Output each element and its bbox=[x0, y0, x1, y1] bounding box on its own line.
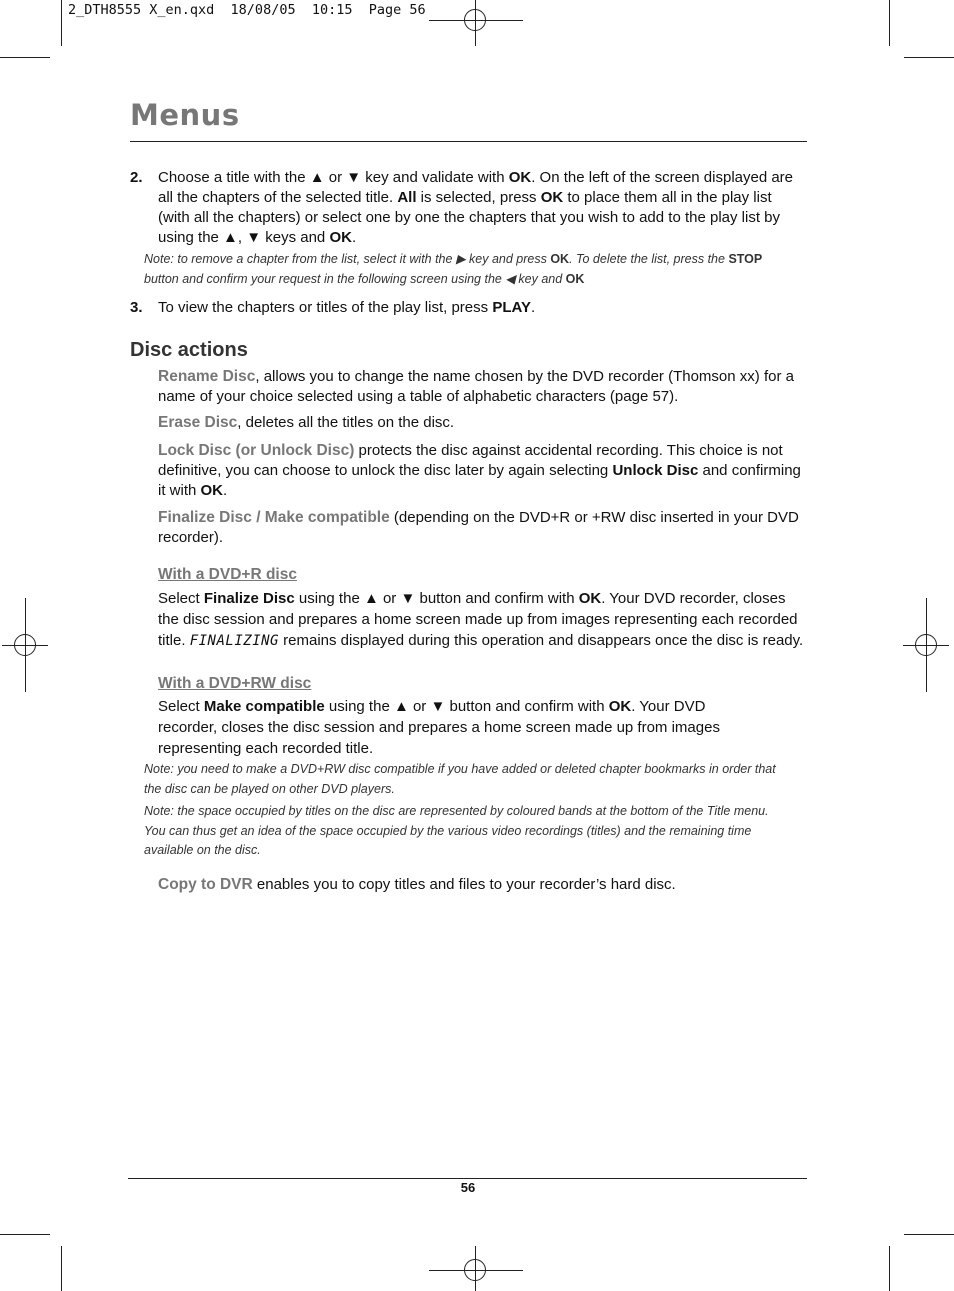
registration-target-icon bbox=[464, 9, 486, 31]
step-number: 3. bbox=[130, 299, 143, 316]
step-2-text: Choose a title with the ▲ or ▼ key and validate with OK. On the left of the screen displayed are all the chapters of the selected title. All is selected, press OK to place them all in the play list (with all the chapters) or select one by one the chapters that you wish to add to the play list by using the ▲, ▼ keys and OK. bbox=[158, 169, 794, 246]
page-title: Menus bbox=[130, 98, 240, 132]
registration-target-icon bbox=[915, 634, 937, 656]
finalize-disc-term: Finalize Disc / Make compatible bbox=[158, 509, 390, 526]
title-rule bbox=[130, 141, 807, 142]
crop-mark bbox=[61, 1246, 62, 1291]
note-make-compatible: Note: you need to make a DVD+RW disc compatible if you have added or deleted chapter bookmarks in order that the disc can be played on other DVD players. bbox=[144, 762, 776, 796]
erase-disc-item: Erase Disc, deletes all the titles on the disc. bbox=[158, 414, 455, 431]
registration-target-icon bbox=[14, 634, 36, 656]
crop-mark bbox=[889, 0, 890, 46]
crop-mark bbox=[889, 1246, 890, 1291]
crop-mark bbox=[904, 57, 954, 58]
lock-disc-term: Lock Disc (or Unlock Disc) bbox=[158, 442, 355, 459]
file-slug: 2_DTH8555 X_en.qxd 18/08/05 10:15 Page 56 bbox=[68, 2, 426, 18]
crop-mark bbox=[0, 1234, 50, 1235]
finalize-disc-item: Finalize Disc / Make compatible (depending on the DVD+R or +RW disc inserted in your DVD recorder). bbox=[158, 509, 799, 546]
rename-disc-item: Rename Disc, allows you to change the name chosen by the DVD recorder (Thomson xx) for a name of your choice selected using a table of alphabetic characters (page 57). bbox=[158, 368, 794, 405]
footer-rule bbox=[128, 1178, 807, 1179]
step-3-text: To view the chapters or titles of the play list, press PLAY. bbox=[158, 299, 536, 316]
dvd-rw-text: Select Make compatible using the ▲ or ▼ button and confirm with OK. Your DVD recorder, closes the disc session and prepares a home screen made up from images representing each recorded title. bbox=[158, 698, 720, 757]
note-space-occupied: Note: the space occupied by titles on the disc are represented by coloured bands at the bottom of the Title menu. You can thus get an idea of the space occupied by the various video recordings (titles) and the remaining time available on the disc. bbox=[144, 804, 769, 857]
crop-mark bbox=[0, 57, 50, 58]
section-heading: Disc actions bbox=[130, 339, 248, 361]
crop-mark bbox=[904, 1234, 954, 1235]
dvd-r-text: Select Finalize Disc using the ▲ or ▼ button and confirm with OK. Your DVD recorder, closes the disc session and prepares a home screen made up from images representing each recorded title. FINALIZING remains displayed during this operation and disappears once the disc is ready. bbox=[158, 590, 804, 649]
lock-disc-item: Lock Disc (or Unlock Disc) protects the disc against accidental recording. This choice is not definitive, you can choose to unlock the disc later by again selecting Unlock Disc and confirming it with OK. bbox=[158, 442, 801, 499]
page-number: 56 bbox=[460, 1180, 476, 1195]
step-number: 2. bbox=[130, 169, 143, 186]
copy-to-dvr-term: Copy to DVR bbox=[158, 876, 253, 893]
registration-target-icon bbox=[464, 1259, 486, 1281]
crop-mark bbox=[61, 0, 62, 46]
erase-disc-term: Erase Disc bbox=[158, 414, 238, 431]
rename-disc-term: Rename Disc bbox=[158, 368, 256, 385]
copy-to-dvr-item: Copy to DVR enables you to copy titles and files to your recorder’s hard disc. bbox=[158, 876, 676, 893]
dvd-rw-subheading: With a DVD+RW disc bbox=[158, 675, 312, 692]
note-remove-chapter: Note: to remove a chapter from the list, select it with the ▶ key and press OK. To delete the list, press the STOP button and confirm your request in the following screen using the ◀ key and OK bbox=[144, 252, 763, 286]
dvd-r-subheading: With a DVD+R disc bbox=[158, 566, 297, 583]
lcd-display-text: FINALIZING bbox=[189, 633, 279, 649]
